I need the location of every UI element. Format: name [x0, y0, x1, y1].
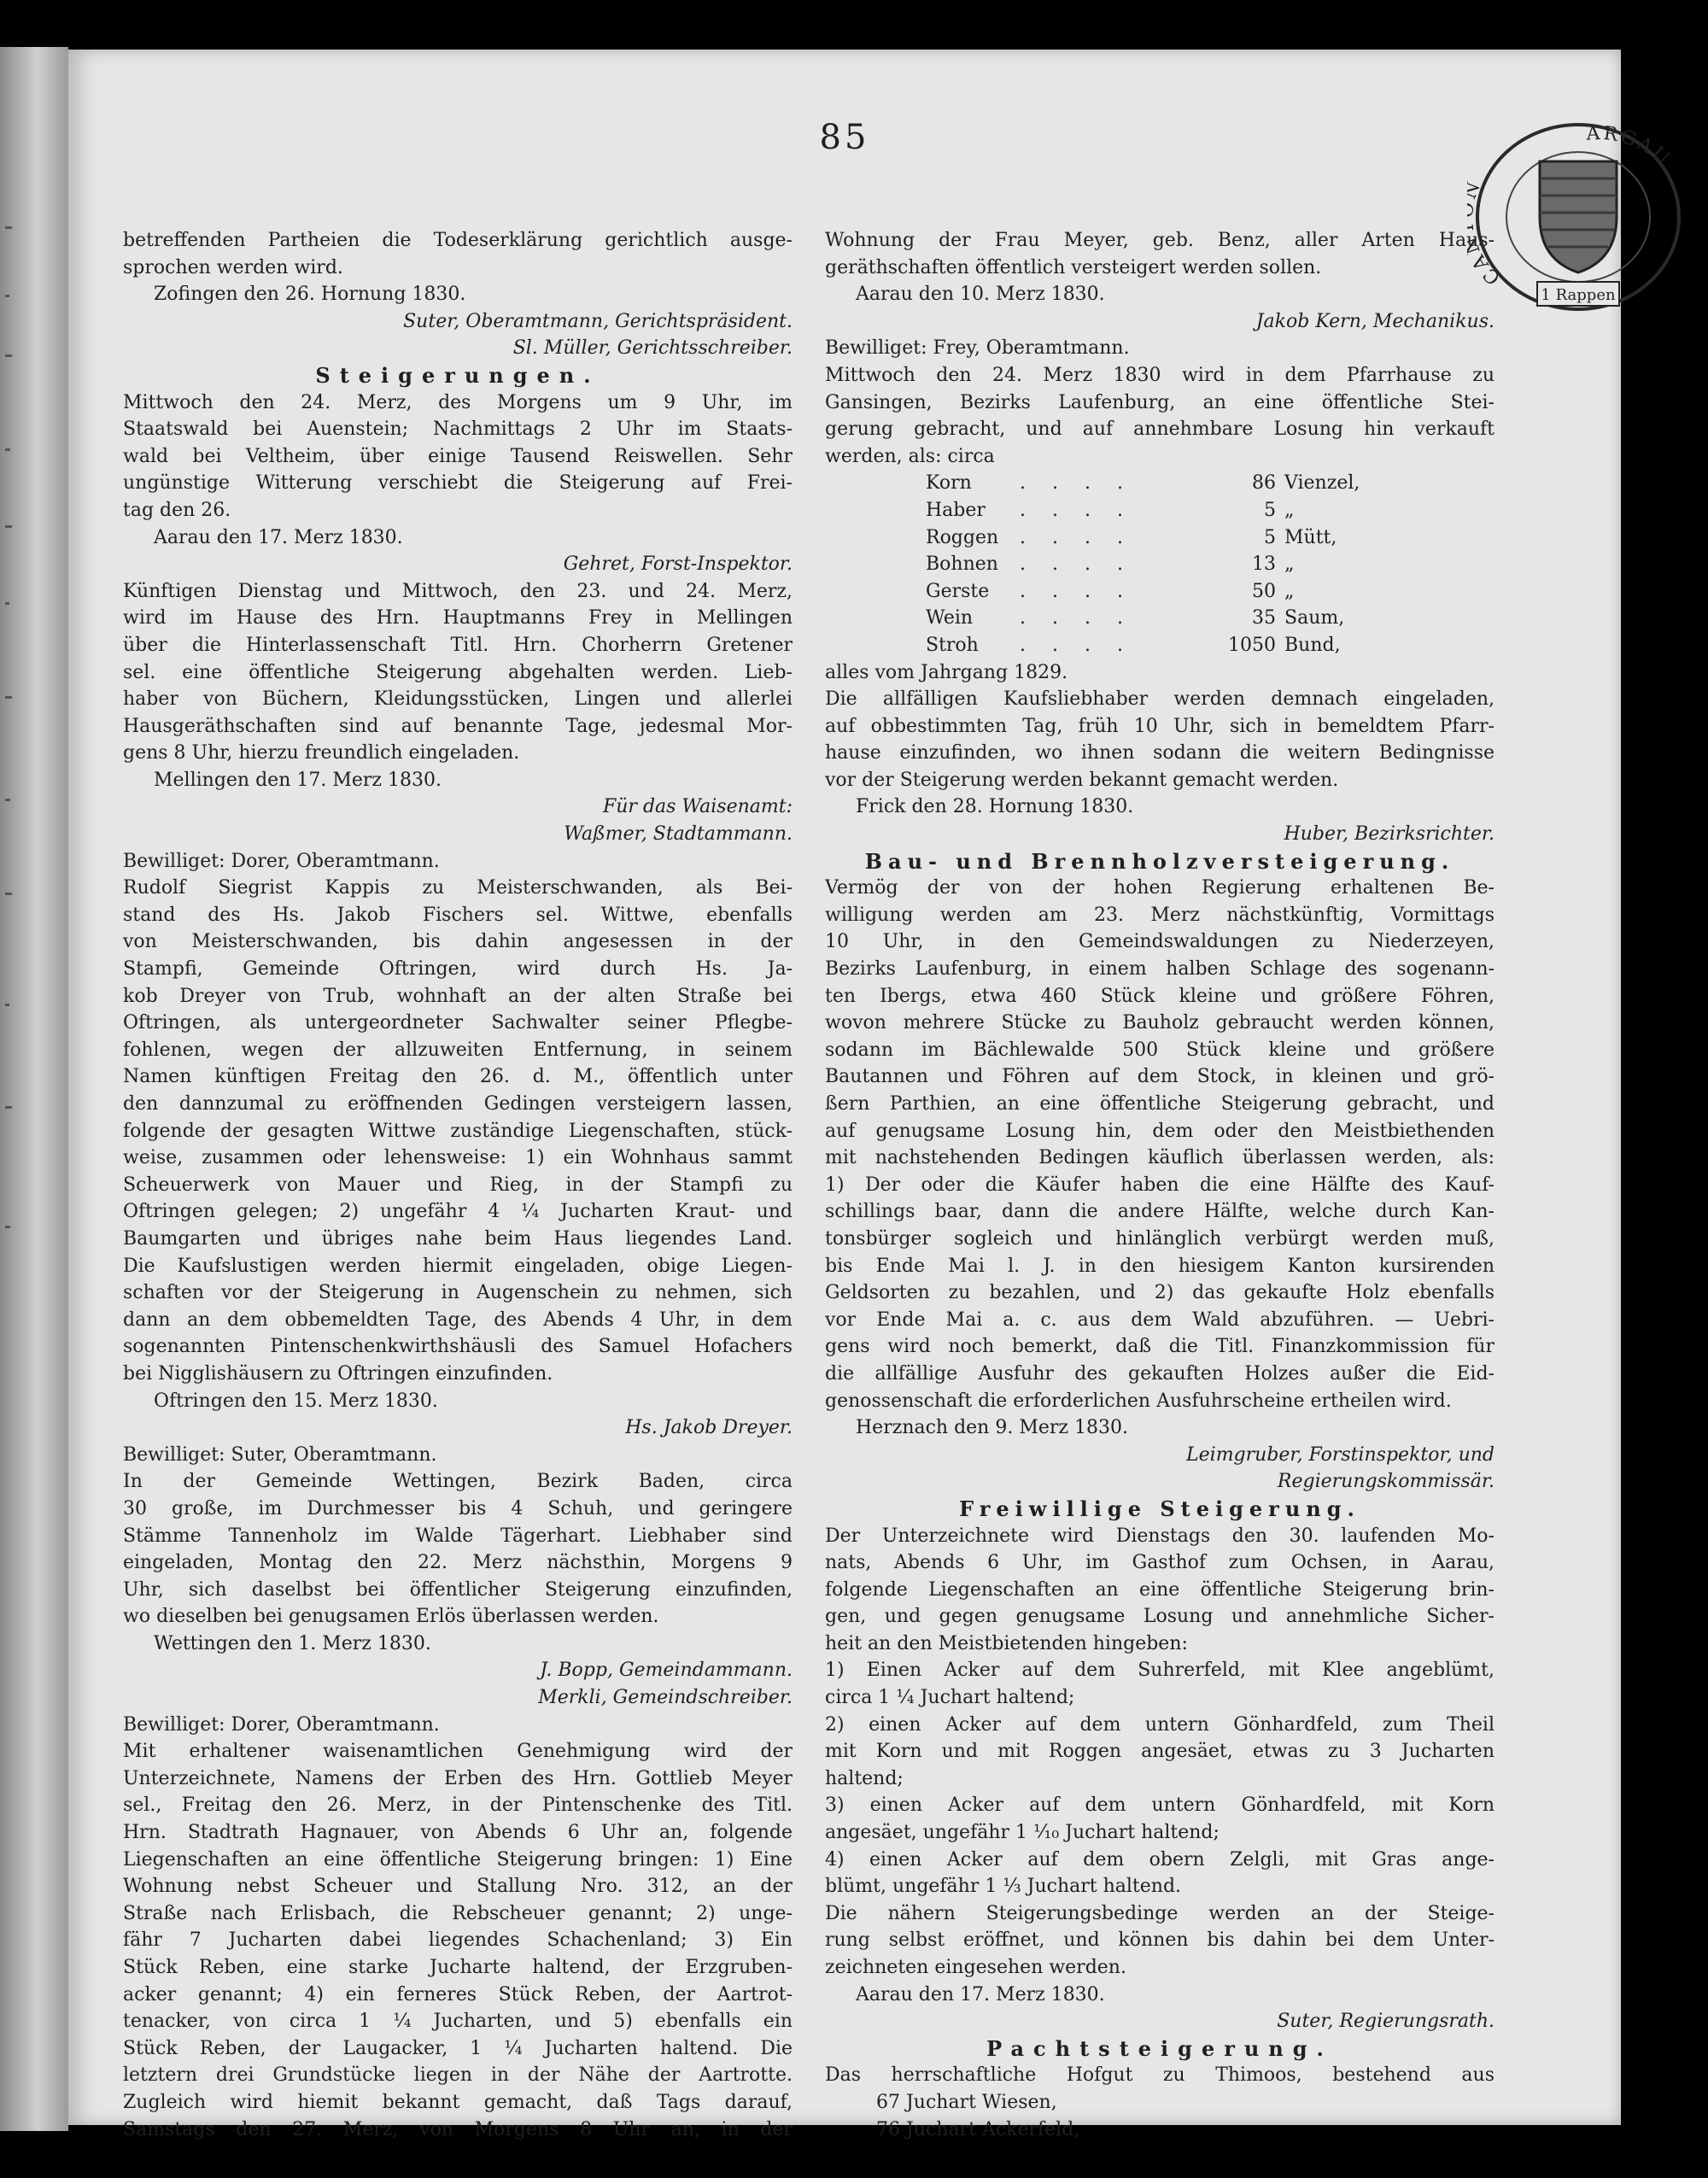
text-line: Uhr, sich daselbst bei öffentlicher Steigerung einzufinden,: [123, 1578, 793, 1601]
previous-page-edge: [0, 47, 68, 2131]
cantonal-seal-stamp: [1467, 114, 1689, 319]
text-line: gerung gebracht, und auf annehmbare Losung hin verkauft: [825, 419, 1494, 441]
text-line: circa 1 ¼ Juchart haltend;: [825, 1687, 1075, 1709]
text-line: willigung werden am 23. Merz nächstkünftig, Vormittags: [825, 904, 1494, 926]
goods-unit: Mütt,: [1284, 526, 1337, 548]
text-line: geräthschaften öffentlich versteigert werden sollen.: [825, 256, 1322, 278]
document-page: [68, 50, 1676, 2140]
text-line: wald bei Veltheim, über einige Tausend Reiswellen. Sehr: [123, 445, 793, 467]
dateline: Mellingen den 17. Merz 1830.: [154, 769, 442, 791]
text-line: genossenschaft die erforderlichen Ausfuhrscheine ertheilen wird.: [825, 1390, 1452, 1412]
signature-line: Sl. Müller, Gerichtsschreiber.: [512, 337, 793, 360]
text-line: tag den 26.: [123, 499, 231, 521]
section-heading: Bau- und Brennholzversteigerung.: [864, 848, 1455, 874]
dateline: Wettingen den 1. Merz 1830.: [154, 1632, 431, 1654]
text-line: Scheuerwerk von Mauer und Rieg, in der Stampfi zu: [123, 1174, 793, 1196]
goods-table-row: [825, 578, 1494, 606]
text-line: 1) Der oder die Käufer haben die eine Hälfte des Kauf-: [825, 1174, 1494, 1196]
goods-item: Gerste: [926, 580, 990, 602]
leader-dots: . . . .: [1020, 607, 1133, 629]
text-line: Wohnung nebst Scheuer und Stallung Nro. 312, an der: [123, 1876, 793, 1898]
text-line: Bewilliget: Dorer, Oberamtmann.: [123, 850, 440, 872]
text-line: Oftringen gelegen; 2) ungefähr 4 ¼ Jucharten Kraut- und: [123, 1201, 793, 1223]
goods-quantity: 13: [1252, 553, 1276, 576]
text-line: rung selbst eröffnet, und können bis dahin bei dem Unter-: [825, 1929, 1494, 1952]
text-line: Mit erhaltener waisenamtlichen Genehmigung wird der: [123, 1741, 793, 1763]
text-line: fohlenen, wegen der allzuweiten Entfernung, in seinem: [123, 1039, 793, 1061]
leader-dots: . . . .: [1020, 526, 1133, 548]
text-line: 30 große, im Durchmesser bis 4 Schuh, und geringere: [123, 1497, 793, 1519]
goods-quantity: 50: [1252, 580, 1276, 602]
dateline: Aarau den 17. Merz 1830.: [856, 1983, 1105, 2005]
goods-quantity: 1050: [1228, 634, 1276, 656]
signature-line: Waßmer, Stadtammann.: [564, 823, 793, 846]
signature-line: Jakob Kern, Mechanikus.: [1255, 310, 1494, 332]
text-line: haber von Büchern, Kleidungsstücken, Lingen und allerlei: [123, 688, 793, 711]
signature-line: Gehret, Forst-Inspektor.: [563, 553, 793, 576]
text-line: Stampfi, Gemeinde Oftringen, wird durch Hs. Ja-: [123, 958, 793, 981]
section-heading: Steigerungen.: [315, 362, 600, 388]
goods-unit: Vienzel,: [1284, 472, 1360, 495]
text-line: Namen künftigen Freitag den 26. d. M., öffentlich unter: [123, 1066, 793, 1088]
dateline: Aarau den 17. Merz 1830.: [154, 526, 403, 548]
text-line: bis Ende Mai l. J. in den hiesigem Kanton kursirenden: [825, 1255, 1494, 1277]
leader-dots: . . . .: [1020, 499, 1133, 521]
text-line: gens 8 Uhr, hierzu freundlich eingeladen.: [123, 742, 520, 764]
goods-quantity: 5: [1264, 526, 1276, 548]
goods-quantity: 5: [1264, 499, 1276, 521]
text-line: Die allfälligen Kaufsliebhaber werden demnach eingeladen,: [825, 688, 1494, 711]
text-line: Stämme Tannenholz im Walde Tägerhart. Liebhaber sind: [123, 1525, 793, 1547]
text-line: acker genannt; 4) ein ferneres Stück Reben, der Aartrot-: [123, 1983, 793, 2005]
text-line: Liegenschaften an eine öffentliche Steigerung bringen: 1) Eine: [123, 1848, 793, 1871]
dateline: Frick den 28. Hornung 1830.: [856, 796, 1134, 818]
text-line: Straße nach Erlisbach, die Rebscheuer genannt; 2) unge-: [123, 1902, 793, 1924]
section-heading: Pachtsteigerung.: [986, 2035, 1333, 2061]
text-line: ungünstige Witterung verschiebt die Steigerung auf Frei-: [123, 472, 793, 495]
signature-line: Leimgruber, Forstinspektor, und: [1186, 1443, 1494, 1466]
text-line: Oftringen, als untergeordneter Sachwalter seiner Pflegbe-: [123, 1012, 793, 1034]
signature-line: J. Bopp, Gemeindammann.: [540, 1660, 793, 1682]
text-line: Baumgarten und übriges nahe beim Haus liegendes Land.: [123, 1227, 793, 1250]
text-line: wird im Hause des Hrn. Hauptmanns Frey in Mellingen: [123, 607, 793, 629]
text-line: blümt, ungefähr 1 ⅓ Juchart haltend.: [825, 1876, 1182, 1898]
text-line: weise, zusammen oder lehensweise: 1) ein Wohnhaus sammt: [123, 1147, 793, 1169]
text-line: tonsbürger sogleich und hinlänglich verbürgt werden muß,: [825, 1227, 1494, 1250]
goods-table-row: [825, 632, 1494, 659]
goods-table-row: [825, 470, 1494, 497]
left-column: [123, 227, 793, 2143]
text-line: Geldsorten zu bezahlen, und 2) das gekaufte Holz ebenfalls: [825, 1282, 1494, 1304]
text-line: 2) einen Acker auf dem untern Gönhardfeld, zum Theil: [825, 1713, 1494, 1736]
goods-unit: „: [1284, 553, 1295, 576]
goods-item: Wein: [926, 607, 974, 629]
goods-quantity: 86: [1252, 472, 1276, 495]
leader-dots: . . . .: [1020, 553, 1133, 576]
text-line: sel., Freitag den 26. Merz, in der Pintenschenke des Titl.: [123, 1795, 793, 1817]
goods-table-row: [825, 605, 1494, 632]
text-line: die allfällige Ausfuhr des gekauften Holzes außer die Eid-: [825, 1362, 1494, 1385]
dateline: Zofingen den 26. Hornung 1830.: [154, 284, 466, 306]
text-line: Stück Reben, eine starke Jucharte haltend, der Erzgruben-: [123, 1957, 793, 1978]
page-number: 85: [819, 118, 870, 157]
goods-table-row: [825, 524, 1494, 552]
signature-line: Huber, Bezirksrichter.: [1284, 823, 1494, 846]
text-line: Künftigen Dienstag und Mittwoch, den 23. und 24. Merz,: [123, 580, 793, 602]
leader-dots: . . . .: [1020, 634, 1133, 656]
dateline: Oftringen den 15. Merz 1830.: [154, 1390, 438, 1412]
goods-item: Stroh: [926, 634, 979, 656]
text-line: gen, und gegen genugsame Losung und annehmliche Sicher-: [825, 1606, 1494, 1628]
text-line: von Meisterschwanden, bis dahin angesessen in der: [123, 931, 793, 953]
text-line: Mittwoch den 24. Merz, des Morgens um 9 Uhr, im: [123, 391, 793, 413]
text-line: sogenannten Pintenschenkwirthshäusli des Samuel Hofachers: [123, 1336, 793, 1358]
text-line: nats, Abends 6 Uhr, im Gasthof zum Ochsen, in Aarau,: [825, 1552, 1494, 1574]
text-line: zeichneten eingesehen werden.: [825, 1957, 1126, 1978]
text-line: vor der Steigerung werden bekannt gemacht werden.: [825, 769, 1339, 791]
signature-line: Hs. Jakob Dreyer.: [625, 1417, 793, 1439]
text-line: eingeladen, Montag den 22. Merz nächsthin, Morgens 9: [123, 1552, 793, 1574]
stamp-text-left: CA: [1467, 249, 1505, 289]
text-line: wo dieselben bei genugsamen Erlös überlassen werden.: [123, 1606, 659, 1628]
text-line: Stück Reben, der Laugacker, 1 ¼ Jucharten haltend. Die: [123, 2037, 793, 2059]
text-line: ten Ibergs, etwa 460 Stück kleine und größere Föhren,: [825, 985, 1494, 1007]
goods-item: Haber: [926, 499, 986, 521]
text-line: Das herrschaftliche Hofgut zu Thimoos, bestehend aus: [825, 2064, 1494, 2087]
text-line: den dannzumal zu eröffnenden Gedingen versteigern lassen,: [123, 1093, 793, 1115]
signature-line: Suter, Oberamtmann, Gerichtspräsident.: [403, 310, 793, 332]
text-line: 4) einen Acker auf dem obern Zelgli, mit Gras ange-: [825, 1848, 1494, 1871]
signature-line: Suter, Regierungsrath.: [1277, 2011, 1494, 2033]
dateline: Herznach den 9. Merz 1830.: [856, 1417, 1128, 1439]
goods-unit: „: [1284, 499, 1295, 521]
list-line: 67 Juchart Wiesen,: [876, 2091, 1057, 2113]
right-column: [825, 227, 1494, 2143]
text-line: Mittwoch den 24. Merz 1830 wird in dem Pfarrhause zu: [825, 364, 1494, 386]
text-line: Zugleich wird hiemit bekannt gemacht, daß Tags darauf,: [123, 2091, 793, 2113]
text-line: Gansingen, Bezirks Laufenburg, an eine öffentliche Stei-: [825, 391, 1494, 413]
text-line: Staatswald bei Auenstein; Nachmittags 2 Uhr im Staats-: [123, 419, 793, 441]
text-line: über die Hinterlassenschaft Titl. Hrn. Chorherrn Gretener: [123, 634, 793, 656]
text-line: betreffenden Partheien die Todeserklärung gerichtlich ausge-: [123, 230, 793, 251]
text-line: Die Kaufslustigen werden hiermit eingeladen, obige Liegen-: [123, 1255, 793, 1277]
text-line: Die nähern Steigerungsbedinge werden an der Steige-: [825, 1902, 1494, 1924]
list-line: 76 Juchart Ackerfeld,: [876, 2118, 1080, 2140]
leader-dots: . . . .: [1020, 580, 1133, 602]
signature-line: Regierungskommissär.: [1277, 1471, 1494, 1493]
text-line: werden, als: circa: [825, 445, 995, 467]
goods-item: Korn: [926, 472, 972, 495]
goods-unit: Saum,: [1284, 607, 1345, 629]
text-line: sprochen werden wird.: [123, 256, 343, 278]
goods-item: Bohnen: [926, 553, 998, 576]
text-line: haltend;: [825, 1767, 904, 1789]
stamp-value: 1 Rappen: [1541, 286, 1616, 304]
text-line: Samstags den 27. Merz, von Morgens 8 Uhr an, in der: [123, 2118, 793, 2140]
text-line: letztern drei Grundstücke liegen in der Nähe der Aartrotte.: [123, 2064, 793, 2087]
text-line: mit Korn und mit Roggen angesäet, etwas zu 3 Jucharten: [825, 1741, 1494, 1763]
text-line: alles vom Jahrgang 1829.: [825, 661, 1068, 683]
goods-unit: Bund,: [1284, 634, 1341, 656]
text-line: bei Nigglishäusern zu Oftringen einzufinden.: [123, 1362, 553, 1385]
text-line: Der Unterzeichnete wird Dienstags den 30. laufenden Mo-: [825, 1525, 1494, 1547]
text-line: Hausgeräthschaften sind auf benannte Tage, jedesmal Mor-: [123, 715, 793, 737]
text-line: 1) Einen Acker auf dem Suhrerfeld, mit Klee angeblümt,: [825, 1660, 1494, 1682]
text-line: ßern Parthien, an eine öffentliche Steigerung gebracht, und: [825, 1093, 1494, 1115]
goods-unit: „: [1284, 580, 1295, 602]
signature-line: Merkli, Gemeindschreiber.: [538, 1687, 793, 1709]
text-line: Rudolf Siegrist Kappis zu Meisterschwanden, als Bei-: [123, 877, 793, 899]
text-line: schillings baar, dann die andere Hälfte, welche durch Kan-: [825, 1201, 1494, 1223]
text-line: folgende Liegenschaften an eine öffentliche Steigerung brin-: [825, 1578, 1494, 1601]
text-line: fähr 7 Jucharten dabei liegendes Schachenland; 3) Ein: [123, 1929, 793, 1952]
text-line: stand des Hs. Jakob Fischers sel. Wittwe, ebenfalls: [123, 904, 793, 926]
leader-dots: . . . .: [1020, 472, 1133, 495]
text-line: auf obbestimmten Tag, früh 10 Uhr, sich in bemeldtem Pfarr-: [825, 715, 1494, 737]
text-line: kob Dreyer von Trub, wohnhaft an der alten Straße bei: [123, 985, 793, 1007]
section-heading: Freiwillige Steigerung.: [959, 1496, 1360, 1521]
text-line: Bewilliget: Dorer, Oberamtmann.: [123, 1713, 440, 1736]
goods-quantity: 35: [1252, 607, 1276, 629]
text-line: Hrn. Stadtrath Hagnauer, von Abends 6 Uhr an, folgende: [123, 1822, 793, 1844]
text-line: tenacker, von circa 1 ¼ Jucharten, und 5) ebenfalls ein: [123, 2011, 793, 2033]
goods-table-row: [825, 497, 1494, 524]
text-line: Bautannen und Föhren auf dem Stock, in kleinen und grö-: [825, 1066, 1494, 1088]
goods-item: Roggen: [926, 526, 999, 548]
dateline: Aarau den 10. Merz 1830.: [856, 284, 1105, 306]
text-line: 3) einen Acker auf dem untern Gönhardfeld, mit Korn: [825, 1795, 1494, 1817]
text-line: 10 Uhr, in den Gemeindswaldungen zu Niederzeyen,: [825, 931, 1494, 953]
text-line: vor Ende Mai a. c. aus dem Wald abzuführen. — Uebri-: [825, 1309, 1494, 1331]
text-line: heit an den Meistbietenden hingeben:: [825, 1632, 1188, 1654]
text-line: gens wird noch bemerkt, daß die Titl. Finanzkommission für: [825, 1336, 1494, 1358]
text-line: auf genugsame Losung hin, dem oder den Meistbiethenden: [825, 1120, 1494, 1142]
text-line: In der Gemeinde Wettingen, Bezirk Baden, circa: [123, 1471, 793, 1493]
goods-table-row: [825, 551, 1494, 578]
stamp-text-right: ARGAU: [1586, 122, 1676, 172]
text-line: Unterzeichnete, Namens der Erben des Hrn. Gottlieb Meyer: [123, 1767, 793, 1789]
text-line: mit nachstehenden Bedingen käuflich überlassen werden, als:: [825, 1147, 1494, 1169]
text-line: Wohnung der Frau Meyer, geb. Benz, aller Arten Haus-: [825, 230, 1494, 251]
text-line: Vermög der von der hohen Regierung erhaltenen Be-: [825, 877, 1494, 899]
text-line: sodann im Bächlewalde 500 Stück kleine und größere: [825, 1039, 1494, 1061]
text-line: folgende der gesagten Wittwe zuständige Liegenschaften, stück-: [123, 1120, 793, 1142]
text-line: Bewilliget: Frey, Oberamtmann.: [825, 337, 1130, 360]
text-line: dann an dem obbemeldten Tage, des Abends 4 Uhr, in dem: [123, 1309, 793, 1331]
text-line: schaften vor der Steigerung in Augenschein zu nehmen, sich: [123, 1282, 793, 1304]
text-line: hause einzufinden, wo ihnen sodann die weitern Bedingnisse: [825, 742, 1494, 764]
text-line: wovon mehrere Stücke zu Bauholz gebraucht werden können,: [825, 1012, 1494, 1034]
text-line: angesäet, ungefähr 1 ¹⁄₁₀ Juchart haltend;: [825, 1822, 1220, 1844]
text-line: sel. eine öffentliche Steigerung abgehalten werden. Lieb-: [123, 661, 793, 683]
signature-line: Für das Waisenamt:: [603, 796, 793, 818]
text-line: Bewilliget: Suter, Oberamtmann.: [123, 1443, 437, 1466]
text-line: Bezirks Laufenburg, in einem halben Schlage des sogenann-: [825, 958, 1494, 981]
